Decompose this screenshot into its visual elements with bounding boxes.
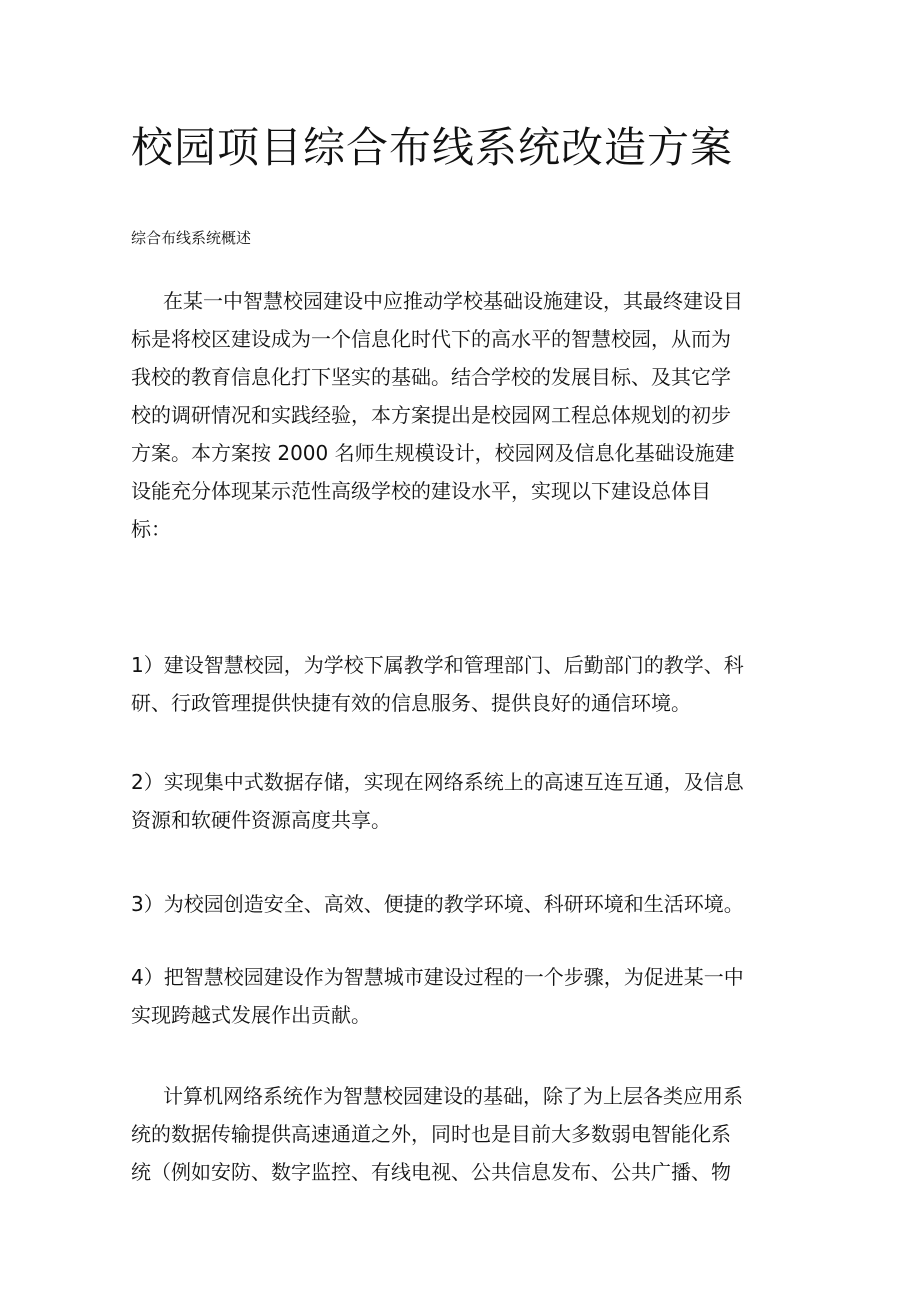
paragraph-line: 方案。本方案按 2000 名师生规模设计，校园网及信息化基础设施建 [131,441,735,465]
goal-line: 实现跨越式发展作出贡献。 [131,1003,371,1027]
paragraph-line: 在某一中智慧校园建设中应推动学校基础设施建设，其最终建设目 [163,289,743,313]
goal-line: 资源和软硬件资源高度共享。 [131,808,391,832]
section-heading: 综合布线系统概述 [131,229,252,247]
goal-line: 研、行政管理提供快捷有效的信息服务、提供良好的通信环境。 [131,691,691,715]
goal-line: 4）把智慧校园建设作为智慧城市建设过程的一个步骤，为促进某一中 [131,965,744,989]
goal-line: 1）建设智慧校园，为学校下属教学和管理部门、后勤部门的教学、科 [131,653,744,677]
goal-item-2 [131,763,797,839]
network-paragraph [131,1077,797,1191]
intro-paragraph [131,282,797,548]
goal-item-1 [131,646,797,722]
paragraph-line: 统（例如安防、数字监控、有线电视、公共信息发布、公共广播、物 [131,1160,731,1184]
goal-item-4 [131,958,797,1034]
paragraph-line: 标是将校区建设成为一个信息化时代下的高水平的智慧校园，从而为 [131,327,731,351]
goal-item-3 [131,885,797,923]
document-title: 校园项目综合布线系统改造方案 [131,123,734,172]
paragraph-line: 设能充分体现某示范性高级学校的建设水平，实现以下建设总体目 [131,479,711,503]
paragraph-line: 统的数据传输提供高速通道之外，同时也是目前大多数弱电智能化系 [131,1122,731,1146]
goal-line: 3）为校园创造安全、高效、便捷的教学环境、科研环境和生活环境。 [131,892,744,916]
paragraph-line: 计算机网络系统作为智慧校园建设的基础，除了为上层各类应用系 [163,1084,743,1108]
paragraph-line: 校的调研情况和实践经验，本方案提出是校园网工程总体规划的初步 [131,403,731,427]
paragraph-line: 标： [131,517,171,541]
goal-line: 2）实现集中式数据存储，实现在网络系统上的高速互连互通，及信息 [131,770,744,794]
paragraph-line: 我校的教育信息化打下坚实的基础。结合学校的发展目标、及其它学 [131,365,731,389]
